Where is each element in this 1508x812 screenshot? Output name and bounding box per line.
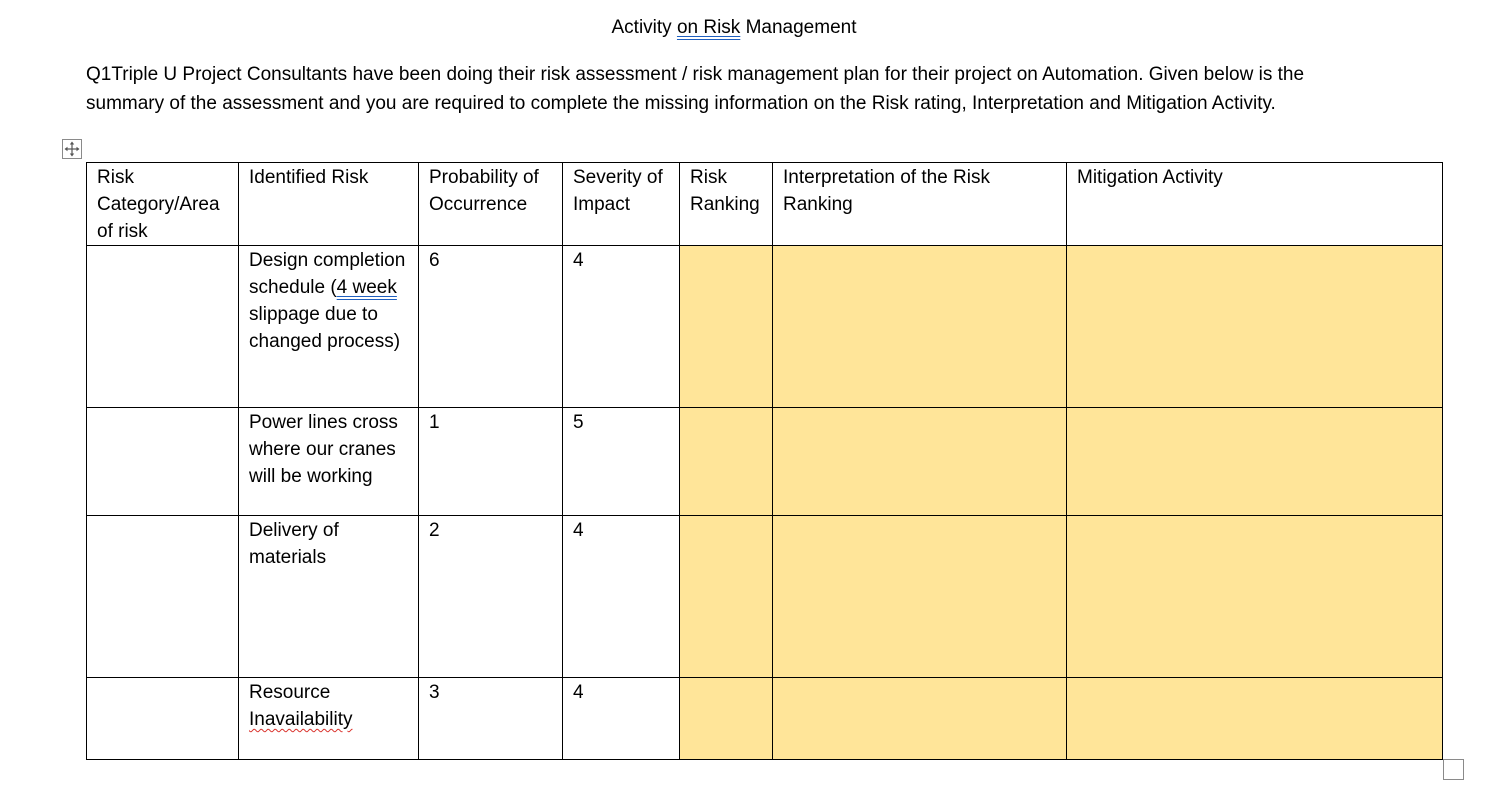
risk-text-rest: slippage due to changed process): [249, 304, 401, 352]
risk-ranking-cell[interactable]: [680, 516, 773, 678]
probability-cell[interactable]: 6: [419, 246, 563, 408]
header-severity[interactable]: Severity of Impact: [563, 163, 680, 246]
category-cell[interactable]: [87, 246, 239, 408]
severity-cell[interactable]: 4: [563, 516, 680, 678]
risk-ranking-cell[interactable]: [680, 408, 773, 516]
title-prefix: Activity: [611, 17, 677, 38]
risk-text: Delivery of materials: [249, 520, 339, 568]
table-row: [87, 408, 1443, 516]
table-header-row: [87, 163, 1443, 246]
category-cell[interactable]: [87, 516, 239, 678]
header-identified-risk[interactable]: Identified Risk: [239, 163, 419, 246]
question-text: Q1Triple U Project Consultants have been doing their risk assessment / risk management plan for their project on Automation. Given below is the summary of the assessment and you are required to complete the missing information on the Risk rating, Interpretation and Mitigation Activity.: [86, 64, 1305, 114]
table-row: [87, 678, 1443, 760]
risk-ranking-cell[interactable]: [680, 678, 773, 760]
interpretation-cell[interactable]: [773, 246, 1067, 408]
header-risk-category[interactable]: Risk Category/Area of risk: [87, 163, 239, 246]
risk-text: Power lines cross where our cranes will be working: [249, 412, 398, 487]
table-resize-handle[interactable]: [1443, 759, 1464, 780]
probability-cell[interactable]: 1: [419, 408, 563, 516]
interpretation-cell[interactable]: [773, 408, 1067, 516]
category-cell[interactable]: [87, 408, 239, 516]
severity-cell[interactable]: 5: [563, 408, 680, 516]
interpretation-cell[interactable]: [773, 516, 1067, 678]
table-row: [87, 246, 1443, 408]
risk-text: Resource: [249, 682, 331, 703]
probability-cell[interactable]: 3: [419, 678, 563, 760]
category-cell[interactable]: [87, 678, 239, 760]
risk-ranking-cell[interactable]: [680, 246, 773, 408]
mitigation-cell[interactable]: [1067, 678, 1443, 760]
probability-cell[interactable]: 2: [419, 516, 563, 678]
table-row: [87, 516, 1443, 678]
interpretation-cell[interactable]: [773, 678, 1067, 760]
mitigation-cell[interactable]: [1067, 246, 1443, 408]
header-probability[interactable]: Probability of Occurrence: [419, 163, 563, 246]
header-interpretation[interactable]: Interpretation of the Risk Ranking: [773, 163, 1067, 246]
identified-risk-cell[interactable]: [239, 246, 419, 408]
title-suffix: Management: [740, 17, 857, 38]
identified-risk-cell[interactable]: [239, 408, 419, 516]
header-risk-ranking[interactable]: Risk Ranking: [680, 163, 773, 246]
identified-risk-cell[interactable]: [239, 678, 419, 760]
header-mitigation[interactable]: Mitigation Activity: [1067, 163, 1443, 246]
move-arrows-icon: [64, 141, 80, 157]
risk-text-grammar-mark: 4 week: [336, 277, 397, 298]
table-move-handle-icon[interactable]: [62, 139, 82, 159]
risk-text: Design completion schedule (: [249, 250, 406, 298]
severity-cell[interactable]: 4: [563, 678, 680, 760]
identified-risk-cell[interactable]: [239, 516, 419, 678]
mitigation-cell[interactable]: [1067, 408, 1443, 516]
page-title: [0, 16, 1468, 40]
mitigation-cell[interactable]: [1067, 516, 1443, 678]
risk-text-spelling-mark: Inavailability: [249, 709, 353, 730]
title-underlined-words: on Risk: [676, 17, 741, 38]
risk-assessment-table: [86, 162, 1443, 760]
severity-cell[interactable]: 4: [563, 246, 680, 408]
